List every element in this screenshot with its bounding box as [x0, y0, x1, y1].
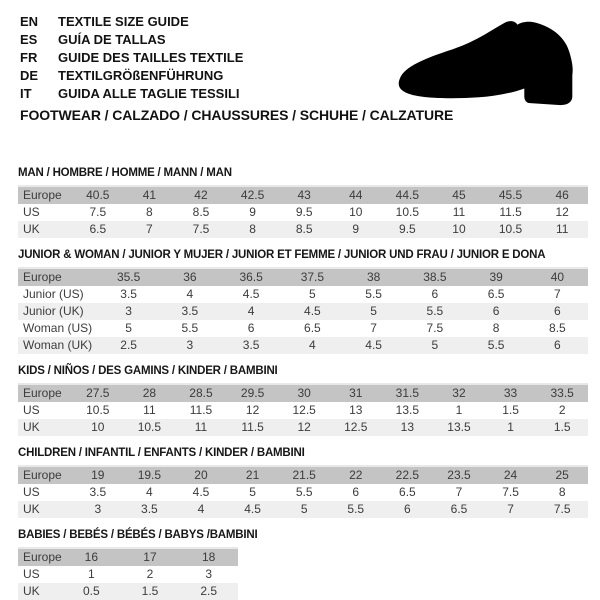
table-row — [18, 402, 588, 419]
language-title: GUÍA DE TALLAS — [58, 32, 166, 47]
size-cell: 8.5 — [278, 221, 330, 238]
row-label: Woman (UK) — [18, 337, 98, 354]
row-label: Junior (UK) — [18, 303, 98, 320]
size-table — [18, 383, 588, 436]
row-label: Europe — [18, 466, 72, 484]
size-cell: 24 — [485, 466, 537, 484]
language-line — [20, 85, 243, 103]
size-cell: 5 — [278, 501, 330, 518]
size-cell: 13 — [349, 403, 363, 417]
language-code: DE — [20, 68, 39, 83]
size-cell: 29.5 — [227, 384, 279, 402]
size-cell: 3 — [205, 567, 212, 581]
size-cell: 5 — [343, 303, 404, 320]
size-cell: 7.5 — [89, 205, 107, 219]
table-row — [18, 221, 588, 238]
size-cell: 1.5 — [536, 419, 588, 436]
size-cell: 9.5 — [382, 221, 434, 238]
size-cell: 5.5 — [466, 337, 527, 354]
table-row — [18, 268, 588, 286]
size-cell: 7.5 — [536, 501, 588, 518]
language-title: TEXTILGRÖßENFÜHRUNG — [58, 68, 224, 83]
size-cell: 2 — [146, 567, 154, 581]
size-cell: 5.5 — [181, 321, 199, 335]
size-cell: 35.5 — [98, 268, 159, 286]
size-cell: 45 — [433, 186, 485, 204]
size-cell: 4 — [186, 287, 194, 301]
size-cell: 3.5 — [159, 303, 220, 320]
size-cell: 2.5 — [98, 337, 159, 354]
size-cell: 4.5 — [343, 337, 404, 354]
language-title: GUIDA ALLE TAGLIE TESSILI — [58, 86, 240, 101]
size-cell: 30 — [278, 384, 330, 402]
language-code: ES — [20, 32, 38, 47]
size-cell: 1.5 — [121, 583, 180, 600]
size-cell: 36.5 — [221, 268, 282, 286]
size-cell: 18 — [179, 548, 238, 566]
size-cell: 5.5 — [404, 303, 465, 320]
size-cell: 5 — [404, 337, 465, 354]
size-cell: 3.5 — [124, 501, 176, 518]
row-label: UK — [18, 419, 72, 436]
size-cell: 21.5 — [278, 466, 330, 484]
size-cell: 43 — [278, 186, 330, 204]
size-cell: 42 — [175, 186, 227, 204]
size-cell: 5.5 — [330, 501, 382, 518]
size-cell: 10.5 — [86, 403, 110, 417]
size-cell: 22.5 — [382, 466, 434, 484]
size-cell: 7.5 — [502, 485, 519, 499]
size-cell: 4.5 — [192, 485, 210, 499]
size-table — [18, 185, 588, 238]
size-cell: 6 — [466, 303, 527, 320]
size-cell: 4 — [146, 485, 153, 499]
size-cell: 5 — [125, 321, 132, 335]
row-label: Europe — [18, 548, 62, 566]
size-cell: 11 — [143, 403, 156, 417]
size-cell: 9 — [330, 221, 382, 238]
size-cell: 10 — [72, 419, 124, 436]
size-cell: 33 — [485, 384, 537, 402]
language-code: IT — [20, 86, 32, 101]
table-row — [18, 286, 588, 303]
size-cell: 7.5 — [175, 221, 227, 238]
size-cell: 7.5 — [426, 321, 444, 335]
language-line — [20, 67, 243, 85]
size-cell: 10.5 — [395, 205, 420, 219]
size-cell: 6 — [431, 287, 439, 301]
table-row — [18, 484, 588, 501]
table-row — [18, 204, 588, 221]
size-cell: 31 — [330, 384, 382, 402]
shoe-icon — [392, 12, 588, 110]
language-line — [20, 13, 243, 31]
language-code: FR — [20, 50, 38, 65]
size-cell: 5 — [249, 485, 256, 499]
size-cell: 13.5 — [395, 403, 420, 417]
size-cell: 11.5 — [499, 205, 522, 219]
size-cell: 12 — [555, 205, 569, 219]
size-cell: 11 — [175, 419, 227, 436]
size-cell: 2.5 — [179, 583, 238, 600]
size-table — [18, 267, 588, 354]
size-cell: 6 — [382, 501, 434, 518]
size-cell: 4 — [221, 303, 282, 320]
size-cell: 5.5 — [365, 287, 382, 301]
size-cell: 32 — [433, 384, 485, 402]
size-cell: 33.5 — [536, 384, 588, 402]
size-cell: 3 — [159, 337, 220, 354]
size-cell: 4.5 — [242, 287, 260, 301]
shoe-silhouette-svg — [392, 12, 588, 110]
language-line — [20, 49, 243, 67]
size-cell: 11 — [452, 205, 466, 219]
size-cell: 12.5 — [330, 419, 382, 436]
size-cell: 1 — [455, 403, 463, 417]
size-cell: 36 — [159, 268, 220, 286]
table-row — [18, 566, 238, 583]
table-row — [18, 548, 238, 566]
language-code: EN — [20, 14, 39, 29]
table-row — [18, 419, 588, 436]
size-cell: 8.5 — [549, 321, 566, 335]
row-label: Junior (US) — [23, 287, 84, 301]
category-title: FOOTWEAR / CALZADO / CHAUSSURES / SCHUHE / CALZATURE — [20, 107, 454, 123]
size-cell: 3 — [72, 501, 124, 518]
size-cell: 1.5 — [502, 403, 519, 417]
row-label: UK — [18, 221, 72, 238]
size-cell: 4 — [175, 501, 227, 518]
row-label: Europe — [18, 384, 72, 402]
row-label: Europe — [18, 268, 98, 286]
size-cell: 16 — [62, 548, 121, 566]
section-title: KIDS / NIÑOS / DES GAMINS / KINDER / BAMBINI — [18, 365, 278, 377]
row-label: US — [23, 403, 40, 417]
section-title: BABIES / BEBÉS / BÉBÉS / BABYS /BAMBINI — [18, 529, 258, 541]
size-cell: 6 — [352, 485, 360, 499]
size-cell: 11 — [536, 221, 588, 238]
size-cell: 7 — [485, 501, 537, 518]
size-cell: 10 — [433, 221, 485, 238]
size-cell: 8 — [227, 221, 279, 238]
table-row — [18, 384, 588, 402]
size-cell: 46 — [536, 186, 588, 204]
size-cell: 8 — [558, 485, 566, 499]
size-cell: 19.5 — [124, 466, 176, 484]
row-label: UK — [18, 583, 62, 600]
language-title: GUIDE DES TAILLES TEXTILE — [58, 50, 244, 65]
table-row — [18, 303, 588, 320]
size-table — [18, 547, 238, 600]
size-cell: 12.5 — [292, 403, 316, 417]
size-cell: 4 — [282, 337, 343, 354]
size-cell: 11.5 — [227, 419, 279, 436]
section-title: MAN / HOMBRE / HOMME / MANN / MAN — [18, 167, 232, 179]
size-cell: 8.5 — [192, 205, 210, 219]
size-cell: 37.5 — [282, 268, 343, 286]
section-title: JUNIOR & WOMAN / JUNIOR Y MUJER / JUNIOR ET FEMME / JUNIOR UND FRAU / JUNIOR E DONA — [18, 249, 546, 261]
language-line — [20, 31, 243, 49]
size-cell: 44 — [330, 186, 382, 204]
size-cell: 1 — [485, 419, 537, 436]
size-cell: 44.5 — [382, 186, 434, 204]
size-cell: 21 — [227, 466, 279, 484]
size-cell: 10.5 — [124, 419, 176, 436]
size-cell: 3.5 — [221, 337, 282, 354]
size-cell: 6 — [527, 337, 588, 354]
size-cell: 45.5 — [485, 186, 537, 204]
size-cell: 38.5 — [404, 268, 465, 286]
size-cell: 8 — [492, 321, 500, 335]
size-cell: 31.5 — [382, 384, 434, 402]
size-cell: 7 — [455, 485, 463, 499]
size-cell: 40.5 — [72, 186, 124, 204]
size-cell: 13 — [382, 419, 434, 436]
size-cell: 28.5 — [175, 384, 227, 402]
table-row — [18, 583, 238, 600]
size-cell: 42.5 — [227, 186, 279, 204]
language-list — [20, 13, 243, 103]
size-cell: 4.5 — [282, 303, 343, 320]
size-cell: 41 — [124, 186, 176, 204]
size-cell: 12 — [245, 403, 260, 417]
section-title: CHILDREN / INFANTIL / ENFANTS / KINDER / BAMBINI — [18, 447, 305, 459]
row-label: UK — [18, 501, 72, 518]
size-cell: 10.5 — [485, 221, 537, 238]
size-cell: 9.5 — [295, 205, 313, 219]
size-cell: 7 — [370, 321, 377, 335]
size-cell: 3.5 — [120, 287, 137, 301]
size-cell: 6.5 — [399, 485, 416, 499]
size-cell: 6 — [247, 321, 255, 335]
size-cell: 7 — [554, 287, 561, 301]
table-row — [18, 466, 588, 484]
size-cell: 39 — [466, 268, 527, 286]
table-row — [18, 186, 588, 204]
row-label: US — [23, 205, 40, 219]
size-cell: 0.5 — [62, 583, 121, 600]
size-cell: 38 — [343, 268, 404, 286]
size-cell: 7 — [124, 221, 176, 238]
table-row — [18, 501, 588, 518]
row-label: Europe — [18, 186, 72, 204]
size-cell: 22 — [330, 466, 382, 484]
size-cell: 5 — [309, 287, 316, 301]
size-cell: 9 — [249, 205, 256, 219]
size-cell: 11.5 — [189, 403, 213, 417]
size-cell: 6 — [527, 303, 588, 320]
size-cell: 19 — [72, 466, 124, 484]
table-row — [18, 320, 588, 337]
size-cell: 6.5 — [72, 221, 124, 238]
size-cell: 3 — [98, 303, 159, 320]
size-cell: 12 — [278, 419, 330, 436]
size-table — [18, 465, 588, 518]
size-cell: 1 — [87, 567, 95, 581]
size-cell: 17 — [121, 548, 180, 566]
table-row — [18, 337, 588, 354]
language-title: TEXTILE SIZE GUIDE — [58, 14, 189, 29]
size-cell: 20 — [175, 466, 227, 484]
size-cell: 28 — [124, 384, 176, 402]
size-cell: 40 — [527, 268, 588, 286]
size-cell: 23.5 — [433, 466, 485, 484]
size-cell: 27.5 — [72, 384, 124, 402]
row-label: US — [23, 567, 40, 581]
size-cell: 13.5 — [433, 419, 485, 436]
size-cell: 8 — [146, 205, 153, 219]
size-cell: 25 — [536, 466, 588, 484]
row-label: US — [23, 485, 40, 499]
size-cell: 2 — [558, 403, 566, 417]
size-cell: 6.5 — [487, 287, 505, 301]
size-cell: 4.5 — [227, 501, 279, 518]
size-cell: 3.5 — [89, 485, 107, 499]
size-cell: 6.5 — [304, 321, 321, 335]
row-label: Woman (US) — [23, 321, 93, 335]
size-cell: 10 — [349, 205, 363, 219]
size-tables — [18, 167, 592, 600]
size-cell: 5.5 — [295, 485, 313, 499]
size-cell: 6.5 — [433, 501, 485, 518]
